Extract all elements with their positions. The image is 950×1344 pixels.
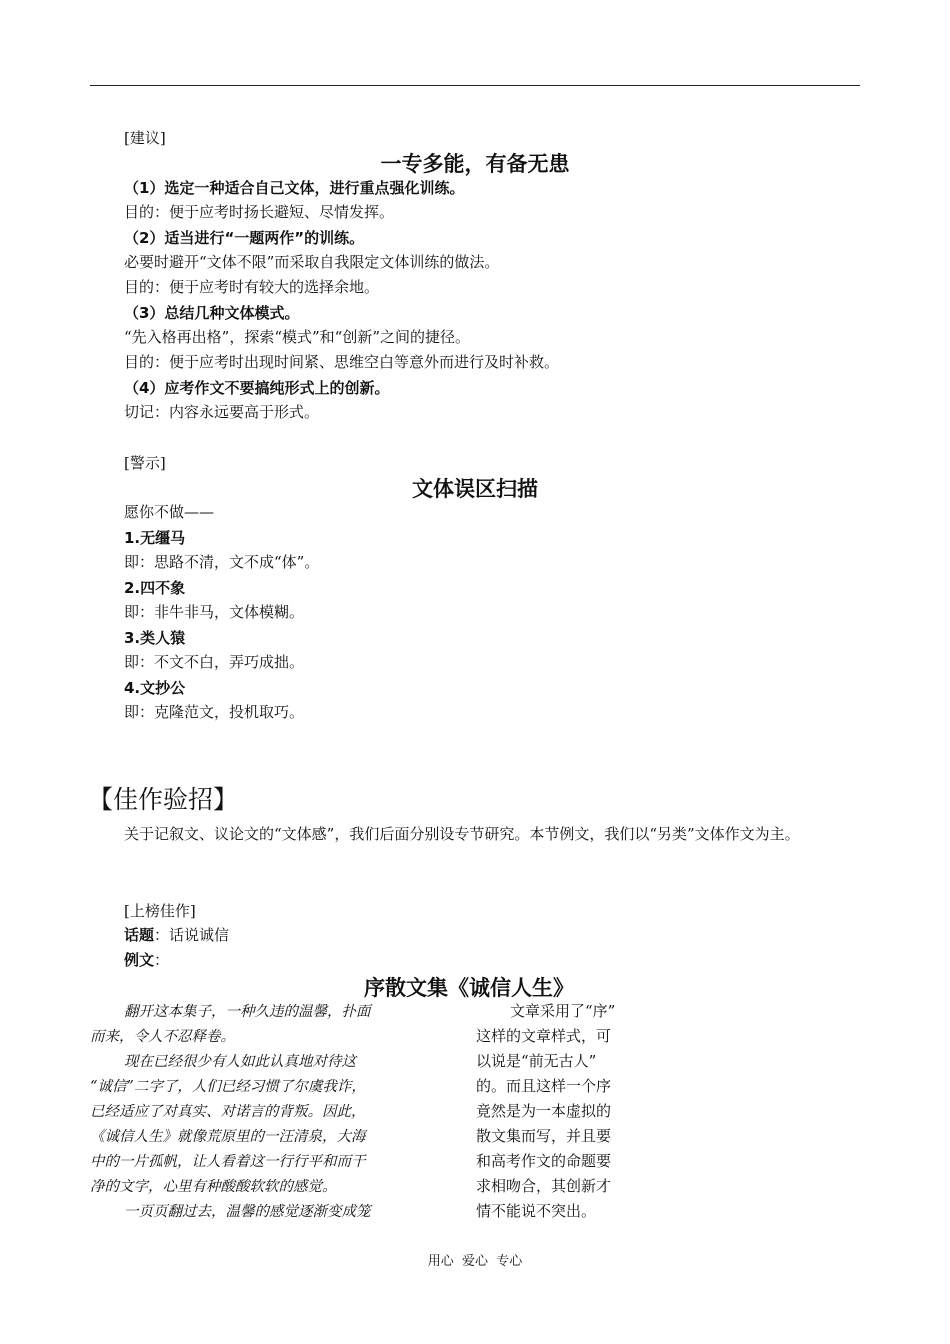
warning-tag: [警示] bbox=[124, 454, 166, 472]
example-line bbox=[124, 950, 169, 970]
warning-intro: 愿你不做—— bbox=[124, 503, 215, 521]
example-tag: [上榜佳作] bbox=[124, 902, 196, 920]
advice-line: （1）选定一种适合自己文体，进行重点强化训练。 bbox=[124, 179, 465, 197]
advice-line: （4）应考作文不要搞纯形式上的创新。 bbox=[124, 379, 390, 397]
warning-item-desc: 即：克隆范文，投机取巧。 bbox=[124, 703, 305, 721]
warning-item-title: 2.四不象 bbox=[124, 579, 186, 597]
advice-tag: [建议] bbox=[124, 129, 166, 147]
essay-line: 而来，令人不忍释卷。 bbox=[90, 1029, 235, 1045]
essay-title: 序散文集《诚信人生》 bbox=[364, 976, 574, 1000]
advice-line: 目的：便于应考时扬长避短、尽情发挥。 bbox=[124, 203, 395, 221]
advice-line: （2）适当进行“一题两作”的训练。 bbox=[124, 229, 365, 247]
essay-line: 已经适应了对真实、对诺言的背叛。因此， bbox=[90, 1104, 366, 1120]
section-paragraph: 关于记叙文、议论文的“文体感”，我们后面分别设专节研究。本节例文，我们以“另类”文体作文为主。 bbox=[124, 825, 800, 843]
warning-item-title: 4.文抄公 bbox=[124, 679, 186, 697]
header-rule bbox=[90, 85, 860, 86]
advice-line: （3）总结几种文体模式。 bbox=[124, 304, 300, 322]
example-colon: ： bbox=[154, 951, 170, 969]
essay-line: 中的一片孤帆，让人看着这一行行平和而干 bbox=[90, 1154, 366, 1170]
essay-line: 净的文字，心里有种酸酸软软的感觉。 bbox=[90, 1179, 337, 1195]
comment-line: 这样的文章样式，可 bbox=[476, 1027, 612, 1045]
comment-line: 竟然是为一本虚拟的 bbox=[476, 1102, 612, 1120]
page-footer: 用心 爱心 专心 bbox=[427, 1254, 523, 1269]
advice-line: 目的：便于应考时出现时间紧、思维空白等意外而进行及时补救。 bbox=[124, 353, 560, 371]
comment-line: 文章采用了“序” bbox=[510, 1002, 616, 1020]
example-label: 例文 bbox=[124, 951, 155, 969]
advice-title: 一专多能，有备无患 bbox=[380, 152, 570, 176]
essay-line: 《诚信人生》就像荒原里的一汪清泉，大海 bbox=[90, 1129, 366, 1145]
comment-line: 以说是“前无古人” bbox=[476, 1052, 597, 1070]
essay-line: 翻开这本集子，一种久违的温馨，扑面 bbox=[124, 1004, 371, 1020]
comment-line: 情不能说不突出。 bbox=[476, 1202, 597, 1220]
warning-item-desc: 即：思路不清，文不成“体”。 bbox=[124, 553, 320, 571]
advice-line: “先入格再出格”，探索“模式”和“创新”之间的捷径。 bbox=[124, 328, 471, 346]
advice-line: 必要时避开“文体不限”而采取自我限定文体训练的做法。 bbox=[124, 253, 500, 271]
warning-item-desc: 即：不文不白，弄巧成拙。 bbox=[124, 653, 305, 671]
warning-title: 文体误区扫描 bbox=[412, 477, 538, 501]
essay-line: 一页页翻过去，温馨的感觉逐渐变成笼 bbox=[124, 1204, 371, 1220]
topic-line bbox=[124, 925, 229, 945]
essay-line: “诚信”二字了，人们已经习惯了尔虞我诈， bbox=[90, 1079, 366, 1095]
topic-label: 话题 bbox=[124, 926, 155, 944]
warning-item-title: 3.类人猿 bbox=[124, 629, 186, 647]
section-title: 【佳作验招】 bbox=[88, 785, 239, 814]
warning-item-title: 1.无缰马 bbox=[124, 529, 186, 547]
comment-line: 散文集而写，并且要 bbox=[476, 1127, 612, 1145]
essay-line: 现在已经很少有人如此认真地对待这 bbox=[124, 1054, 356, 1070]
comment-line: 求相吻合，其创新才 bbox=[476, 1177, 612, 1195]
topic-value: ：话说诚信 bbox=[154, 926, 230, 944]
comment-line: 和高考作文的命题要 bbox=[476, 1152, 612, 1170]
advice-line: 切记：内容永远要高于形式。 bbox=[124, 403, 320, 421]
comment-line: 的。而且这样一个序 bbox=[476, 1077, 612, 1095]
advice-line: 目的：便于应考时有较大的选择余地。 bbox=[124, 278, 380, 296]
warning-item-desc: 即：非牛非马，文体模糊。 bbox=[124, 603, 305, 621]
